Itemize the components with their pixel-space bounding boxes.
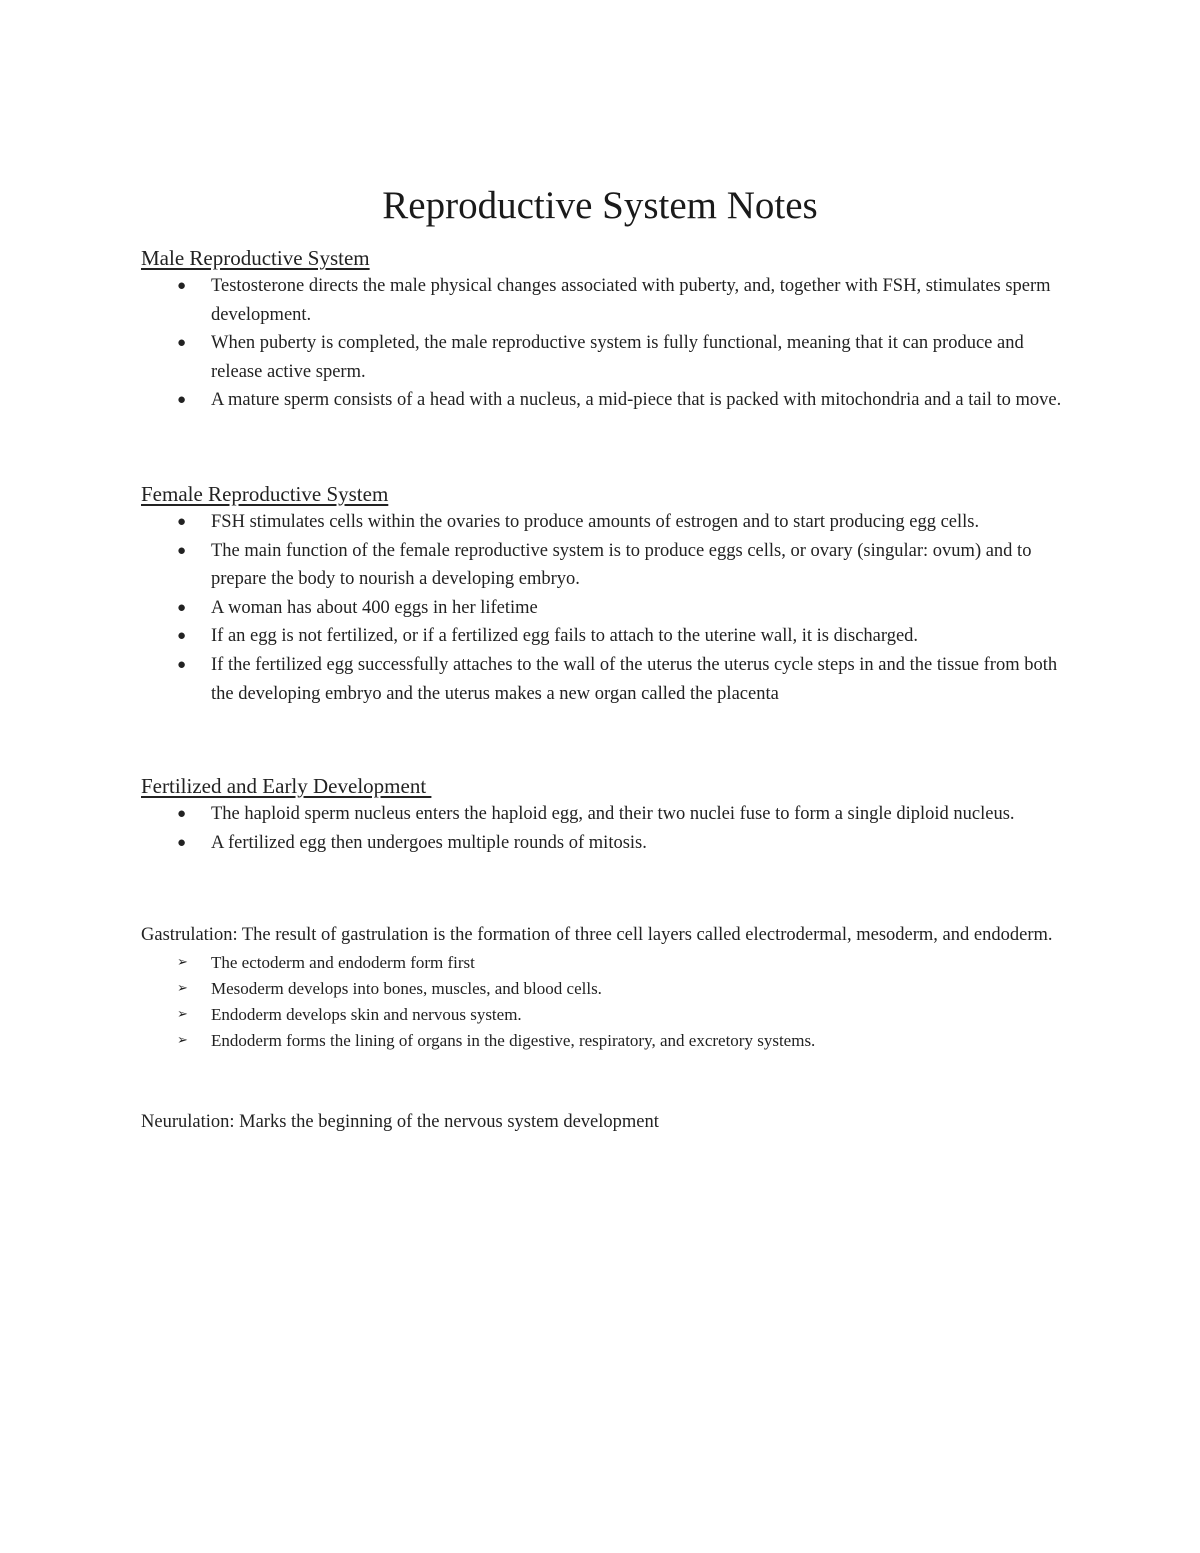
list-item — [141, 508, 1071, 537]
list-item — [141, 976, 1071, 1002]
list-item — [141, 1028, 1071, 1054]
list-item — [141, 829, 1071, 858]
bullet-icon: ● — [177, 335, 187, 352]
arrow-bullet-icon: ➢ — [177, 1032, 188, 1048]
bullet-icon: ● — [177, 599, 187, 616]
arrow-bullet-icon: ➢ — [177, 980, 188, 996]
bullet-icon: ● — [177, 628, 187, 645]
male-list — [141, 272, 1071, 415]
gastrulation-section — [141, 921, 1071, 1054]
gastrulation-text: Gastrulation: The result of gastrulation is the formation of three cell layers called electrodermal, mesoderm, and endoderm. — [141, 925, 1053, 945]
bullet-icon: ● — [177, 278, 187, 294]
list-item — [141, 386, 1071, 415]
gastrulation-list — [141, 950, 1071, 1054]
list-item-text: A woman has about 400 eggs in her lifetime — [211, 597, 538, 618]
bullet-icon: ● — [177, 542, 187, 559]
male-heading: Male Reproductive System — [141, 246, 370, 270]
arrow-bullet-icon: ➢ — [177, 1006, 188, 1022]
list-item-text: A fertilized egg then undergoes multiple rounds of mitosis. — [211, 832, 647, 853]
bullet-icon: ● — [177, 834, 187, 851]
fertilized-list — [141, 800, 1071, 857]
arrow-bullet-icon: ➢ — [177, 954, 188, 970]
list-item-text: The main function of the female reproductive system is to produce eggs cells, or ovary (singular: ovum) and to prepare the body to nourish a developing embryo. — [211, 540, 1032, 590]
list-item-text: A mature sperm consists of a head with a nucleus, a mid-piece that is packed with mitochondria and a tail to move. — [211, 390, 1062, 411]
female-heading: Female Reproductive System — [141, 482, 389, 506]
list-item — [141, 594, 1071, 623]
bullet-icon: ● — [177, 514, 187, 530]
list-item — [141, 329, 1071, 386]
list-item-text: Endoderm forms the lining of organs in the digestive, respiratory, and excretory systems. — [211, 1030, 816, 1050]
list-item — [141, 950, 1071, 976]
neurulation-text: Neurulation: Marks the beginning of the nervous system development — [141, 1112, 659, 1132]
bullet-icon: ● — [177, 392, 187, 409]
list-item-text: If an egg is not fertilized, or if a fertilized egg fails to attach to the uterine wall, it is discharged. — [211, 626, 919, 647]
list-item — [141, 272, 1071, 329]
list-item — [141, 651, 1071, 708]
fertilized-heading: Fertilized and Early Development — [141, 774, 432, 798]
list-item-text: FSH stimulates cells within the ovaries to produce amounts of estrogen and to start producing egg cells. — [211, 512, 980, 532]
list-item-text: If the fertilized egg successfully attaches to the wall of the uterus the uterus cycle steps in and the tissue from both the developing embryo and the uterus makes a new organ called the placenta — [211, 654, 1058, 704]
female-section — [141, 480, 1071, 708]
bullet-icon: ● — [177, 806, 187, 822]
list-item-text: Endoderm develops skin and nervous system. — [211, 1004, 522, 1024]
list-item — [141, 1002, 1071, 1028]
list-item-text: Mesoderm develops into bones, muscles, and blood cells. — [211, 978, 602, 998]
list-item-text: Testosterone directs the male physical changes associated with puberty, and, together with FSH, stimulates sperm development. — [211, 276, 1051, 325]
list-item-text: The haploid sperm nucleus enters the haploid egg, and their two nuclei fuse to form a single diploid nucleus. — [211, 804, 1015, 824]
female-list — [141, 508, 1071, 708]
list-item — [141, 537, 1071, 594]
male-section — [141, 244, 1071, 415]
list-item-text: The ectoderm and endoderm form first — [211, 952, 475, 972]
fertilized-section — [141, 772, 1071, 857]
page-title: Reproductive System Notes — [382, 184, 818, 227]
list-item — [141, 800, 1071, 829]
list-item — [141, 622, 1071, 651]
list-item-text: When puberty is completed, the male reproductive system is fully functional, meaning that it can produce and release active sperm. — [211, 333, 1024, 382]
neurulation-section — [141, 1108, 1071, 1137]
bullet-icon: ● — [177, 656, 187, 673]
